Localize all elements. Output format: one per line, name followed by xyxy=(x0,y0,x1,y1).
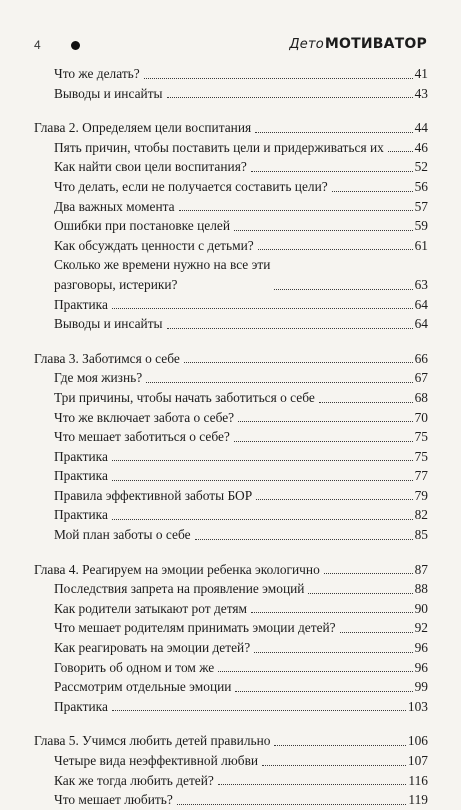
toc-page-number: 63 xyxy=(414,276,428,292)
toc-page-number: 70 xyxy=(414,409,428,425)
toc-entry-title: Что мешает родителям принимать эмоции детей? xyxy=(54,620,336,636)
toc-page-number: 41 xyxy=(414,66,428,81)
toc-page-number: 87 xyxy=(414,561,428,577)
dot-leader xyxy=(324,573,413,574)
toc-section-entry[interactable] xyxy=(34,618,428,638)
toc-entry-title: Два важных момента xyxy=(54,198,175,214)
dot-leader xyxy=(218,784,407,785)
toc-entry-title: Рассмотрим отдельные эмоции xyxy=(54,679,232,695)
dot-leader xyxy=(251,171,413,172)
toc-entry-title: Как реагировать на эмоции детей? xyxy=(54,640,251,656)
toc-section-entry[interactable] xyxy=(34,677,428,697)
toc-section-entry[interactable] xyxy=(34,790,428,810)
toc-section-entry[interactable] xyxy=(34,408,428,428)
toc-page-number: 46 xyxy=(414,139,428,155)
dot-leader xyxy=(262,765,406,766)
toc-page-number: 103 xyxy=(407,698,428,714)
toc-entry-title xyxy=(54,255,270,294)
chapter-gap xyxy=(34,334,428,349)
toc-page-number: 107 xyxy=(407,753,428,768)
toc-page-number: 75 xyxy=(414,448,428,464)
toc-entry-title: Глава 2. Определяем цели воспитания xyxy=(34,120,252,136)
dot-leader xyxy=(258,249,413,250)
toc-page-number: 56 xyxy=(414,178,428,194)
toc-page-number: 61 xyxy=(414,237,428,253)
toc-page-number: 59 xyxy=(414,218,428,234)
toc-entry-title: Глава 4. Реагируем на эмоции ребенка экологично xyxy=(34,561,320,577)
toc-section-entry[interactable] xyxy=(34,486,428,506)
toc-page-number: 96 xyxy=(414,659,428,675)
toc-section-entry[interactable] xyxy=(34,216,428,236)
toc-entry-title: Мой план заботы о себе xyxy=(54,527,191,543)
toc-chapter-entry[interactable] xyxy=(34,349,428,369)
toc-page-number: 68 xyxy=(414,389,428,405)
toc-section-entry[interactable] xyxy=(34,466,428,486)
toc-page-number: 90 xyxy=(414,600,428,616)
toc-section-entry[interactable] xyxy=(34,388,428,408)
toc-page-number: 64 xyxy=(414,316,428,332)
toc-entry-title: Что же включает забота о себе? xyxy=(54,409,235,425)
toc-chapter-entry[interactable] xyxy=(34,731,428,751)
toc-section-entry[interactable] xyxy=(34,64,428,84)
toc-entry-title: Что делать, если не получается составить цели? xyxy=(54,178,328,194)
toc-entry-title: Практика xyxy=(54,468,108,484)
toc-page-number: 64 xyxy=(414,296,428,312)
toc-entry-title: Практика xyxy=(54,448,108,464)
toc-entry-title: Как родители затыкают рот детям xyxy=(54,600,248,616)
toc-section-entry[interactable] xyxy=(34,314,428,334)
toc-entry-title-line: разговоры, истерики? xyxy=(54,276,178,292)
table-of-contents xyxy=(34,64,428,810)
dot-leader xyxy=(179,210,413,211)
toc-chapter-entry[interactable] xyxy=(34,560,428,580)
bullet-dot-icon xyxy=(71,41,80,50)
toc-section-entry[interactable] xyxy=(34,197,428,217)
toc-section-entry[interactable] xyxy=(34,751,428,771)
dot-leader xyxy=(234,441,413,442)
toc-page-number: 82 xyxy=(414,507,428,523)
toc-entry-title: Как найти свои цели воспитания? xyxy=(54,159,247,175)
page-number: 4 xyxy=(34,38,41,52)
dot-leader xyxy=(112,480,413,481)
toc-entry-title: Ошибки при постановке целей xyxy=(54,218,231,234)
toc-page-number: 96 xyxy=(414,640,428,656)
dot-leader xyxy=(235,691,412,692)
toc-page-number: 79 xyxy=(414,487,428,503)
dot-leader xyxy=(146,382,412,383)
toc-section-entry[interactable] xyxy=(34,368,428,388)
toc-page-number: 85 xyxy=(414,527,428,543)
toc-entry-title: Что мешает любить? xyxy=(54,792,173,808)
running-title xyxy=(289,36,427,52)
toc-chapter-entry[interactable] xyxy=(34,118,428,138)
dot-leader xyxy=(274,745,405,746)
toc-entry-title: Последствия запрета на проявление эмоций xyxy=(54,581,305,597)
dot-leader xyxy=(254,652,412,653)
toc-entry-title-line: Сколько же времени нужно на все эти xyxy=(54,257,271,273)
dot-leader xyxy=(234,230,413,231)
toc-page-number: 92 xyxy=(414,620,428,636)
toc-entry-title: Правила эффективной заботы БОР xyxy=(54,487,253,503)
toc-entry-title: Глава 3. Заботимся о себе xyxy=(34,350,180,366)
toc-section-entry[interactable] xyxy=(34,505,428,525)
toc-entry-title: Пять причин, чтобы поставить цели и придерживаться их xyxy=(54,139,384,155)
toc-entry-title: Что мешает заботиться о себе? xyxy=(54,429,230,445)
toc-section-entry[interactable] xyxy=(34,525,428,545)
toc-section-entry[interactable] xyxy=(34,157,428,177)
toc-section-entry[interactable] xyxy=(34,771,428,791)
toc-page-number: 116 xyxy=(408,772,428,788)
running-title-prefix: Дето xyxy=(289,37,324,52)
dot-leader xyxy=(340,632,413,633)
dot-leader xyxy=(167,97,413,98)
dot-leader xyxy=(144,78,413,79)
toc-section-entry[interactable] xyxy=(34,447,428,467)
dot-leader xyxy=(167,328,413,329)
dot-leader xyxy=(184,362,413,363)
toc-entry-title: Практика xyxy=(54,507,108,523)
toc-page-number: 119 xyxy=(408,792,428,808)
toc-section-entry[interactable] xyxy=(34,579,428,599)
dot-leader xyxy=(238,421,413,422)
running-title-main: МОТИВАТОР xyxy=(324,36,427,52)
toc-page-number: 43 xyxy=(414,85,428,101)
toc-section-entry[interactable] xyxy=(34,138,428,158)
dot-leader xyxy=(218,671,412,672)
running-header xyxy=(34,36,427,56)
dot-leader xyxy=(388,151,413,152)
toc-entry-title: Где моя жизнь? xyxy=(54,370,143,386)
dot-leader xyxy=(308,593,412,594)
toc-section-entry[interactable] xyxy=(34,599,428,619)
toc-entry-title: Глава 5. Учимся любить детей правильно xyxy=(34,733,271,749)
toc-section-entry[interactable] xyxy=(34,295,428,315)
toc-section-entry[interactable] xyxy=(34,638,428,658)
toc-entry-title: Четыре вида неэффективной любви xyxy=(54,753,259,768)
dot-leader xyxy=(112,519,413,520)
toc-entry-title: Практика xyxy=(54,296,108,312)
dot-leader xyxy=(256,499,412,500)
toc-page-number: 44 xyxy=(414,120,428,136)
toc-page-number: 106 xyxy=(407,733,428,749)
dot-leader xyxy=(332,191,413,192)
toc-entry-title: Выводы и инсайты xyxy=(54,316,163,332)
toc-page-number: 66 xyxy=(414,350,428,366)
toc-entry-title: Как же тогда любить детей? xyxy=(54,772,214,788)
toc-entry-title: Как обсуждать ценности с детьми? xyxy=(54,237,254,253)
toc-entry-title: Практика xyxy=(54,698,108,714)
dot-leader xyxy=(112,460,413,461)
dot-leader xyxy=(255,132,412,133)
chapter-gap xyxy=(34,545,428,560)
toc-page-number: 77 xyxy=(414,468,428,484)
toc-page-number: 52 xyxy=(414,159,428,175)
dot-leader xyxy=(251,612,413,613)
toc-page-number: 88 xyxy=(414,581,428,597)
toc-page-number: 75 xyxy=(414,429,428,445)
dot-leader xyxy=(177,804,407,805)
chapter-gap xyxy=(34,103,428,118)
toc-section-entry[interactable] xyxy=(34,236,428,256)
toc-section-entry[interactable] xyxy=(34,177,428,197)
toc-entry-title: Говорить об одном и том же xyxy=(54,659,215,675)
toc-page-number: 57 xyxy=(414,198,428,214)
toc-section-entry[interactable] xyxy=(34,84,428,104)
dot-leader xyxy=(195,539,413,540)
toc-section-entry[interactable] xyxy=(34,255,428,294)
dot-leader xyxy=(112,710,406,711)
dot-leader xyxy=(319,402,413,403)
toc-entry-title: Три причины, чтобы начать заботиться о себе xyxy=(54,389,315,405)
dot-leader xyxy=(274,289,412,290)
toc-section-entry[interactable] xyxy=(34,427,428,447)
toc-section-entry[interactable] xyxy=(34,658,428,678)
dot-leader xyxy=(112,308,413,309)
chapter-gap xyxy=(34,716,428,731)
toc-page-number: 67 xyxy=(414,370,428,386)
toc-entry-title: Что же делать? xyxy=(54,66,140,81)
toc-page-number: 99 xyxy=(414,679,428,695)
toc-entry-title: Выводы и инсайты xyxy=(54,85,163,101)
